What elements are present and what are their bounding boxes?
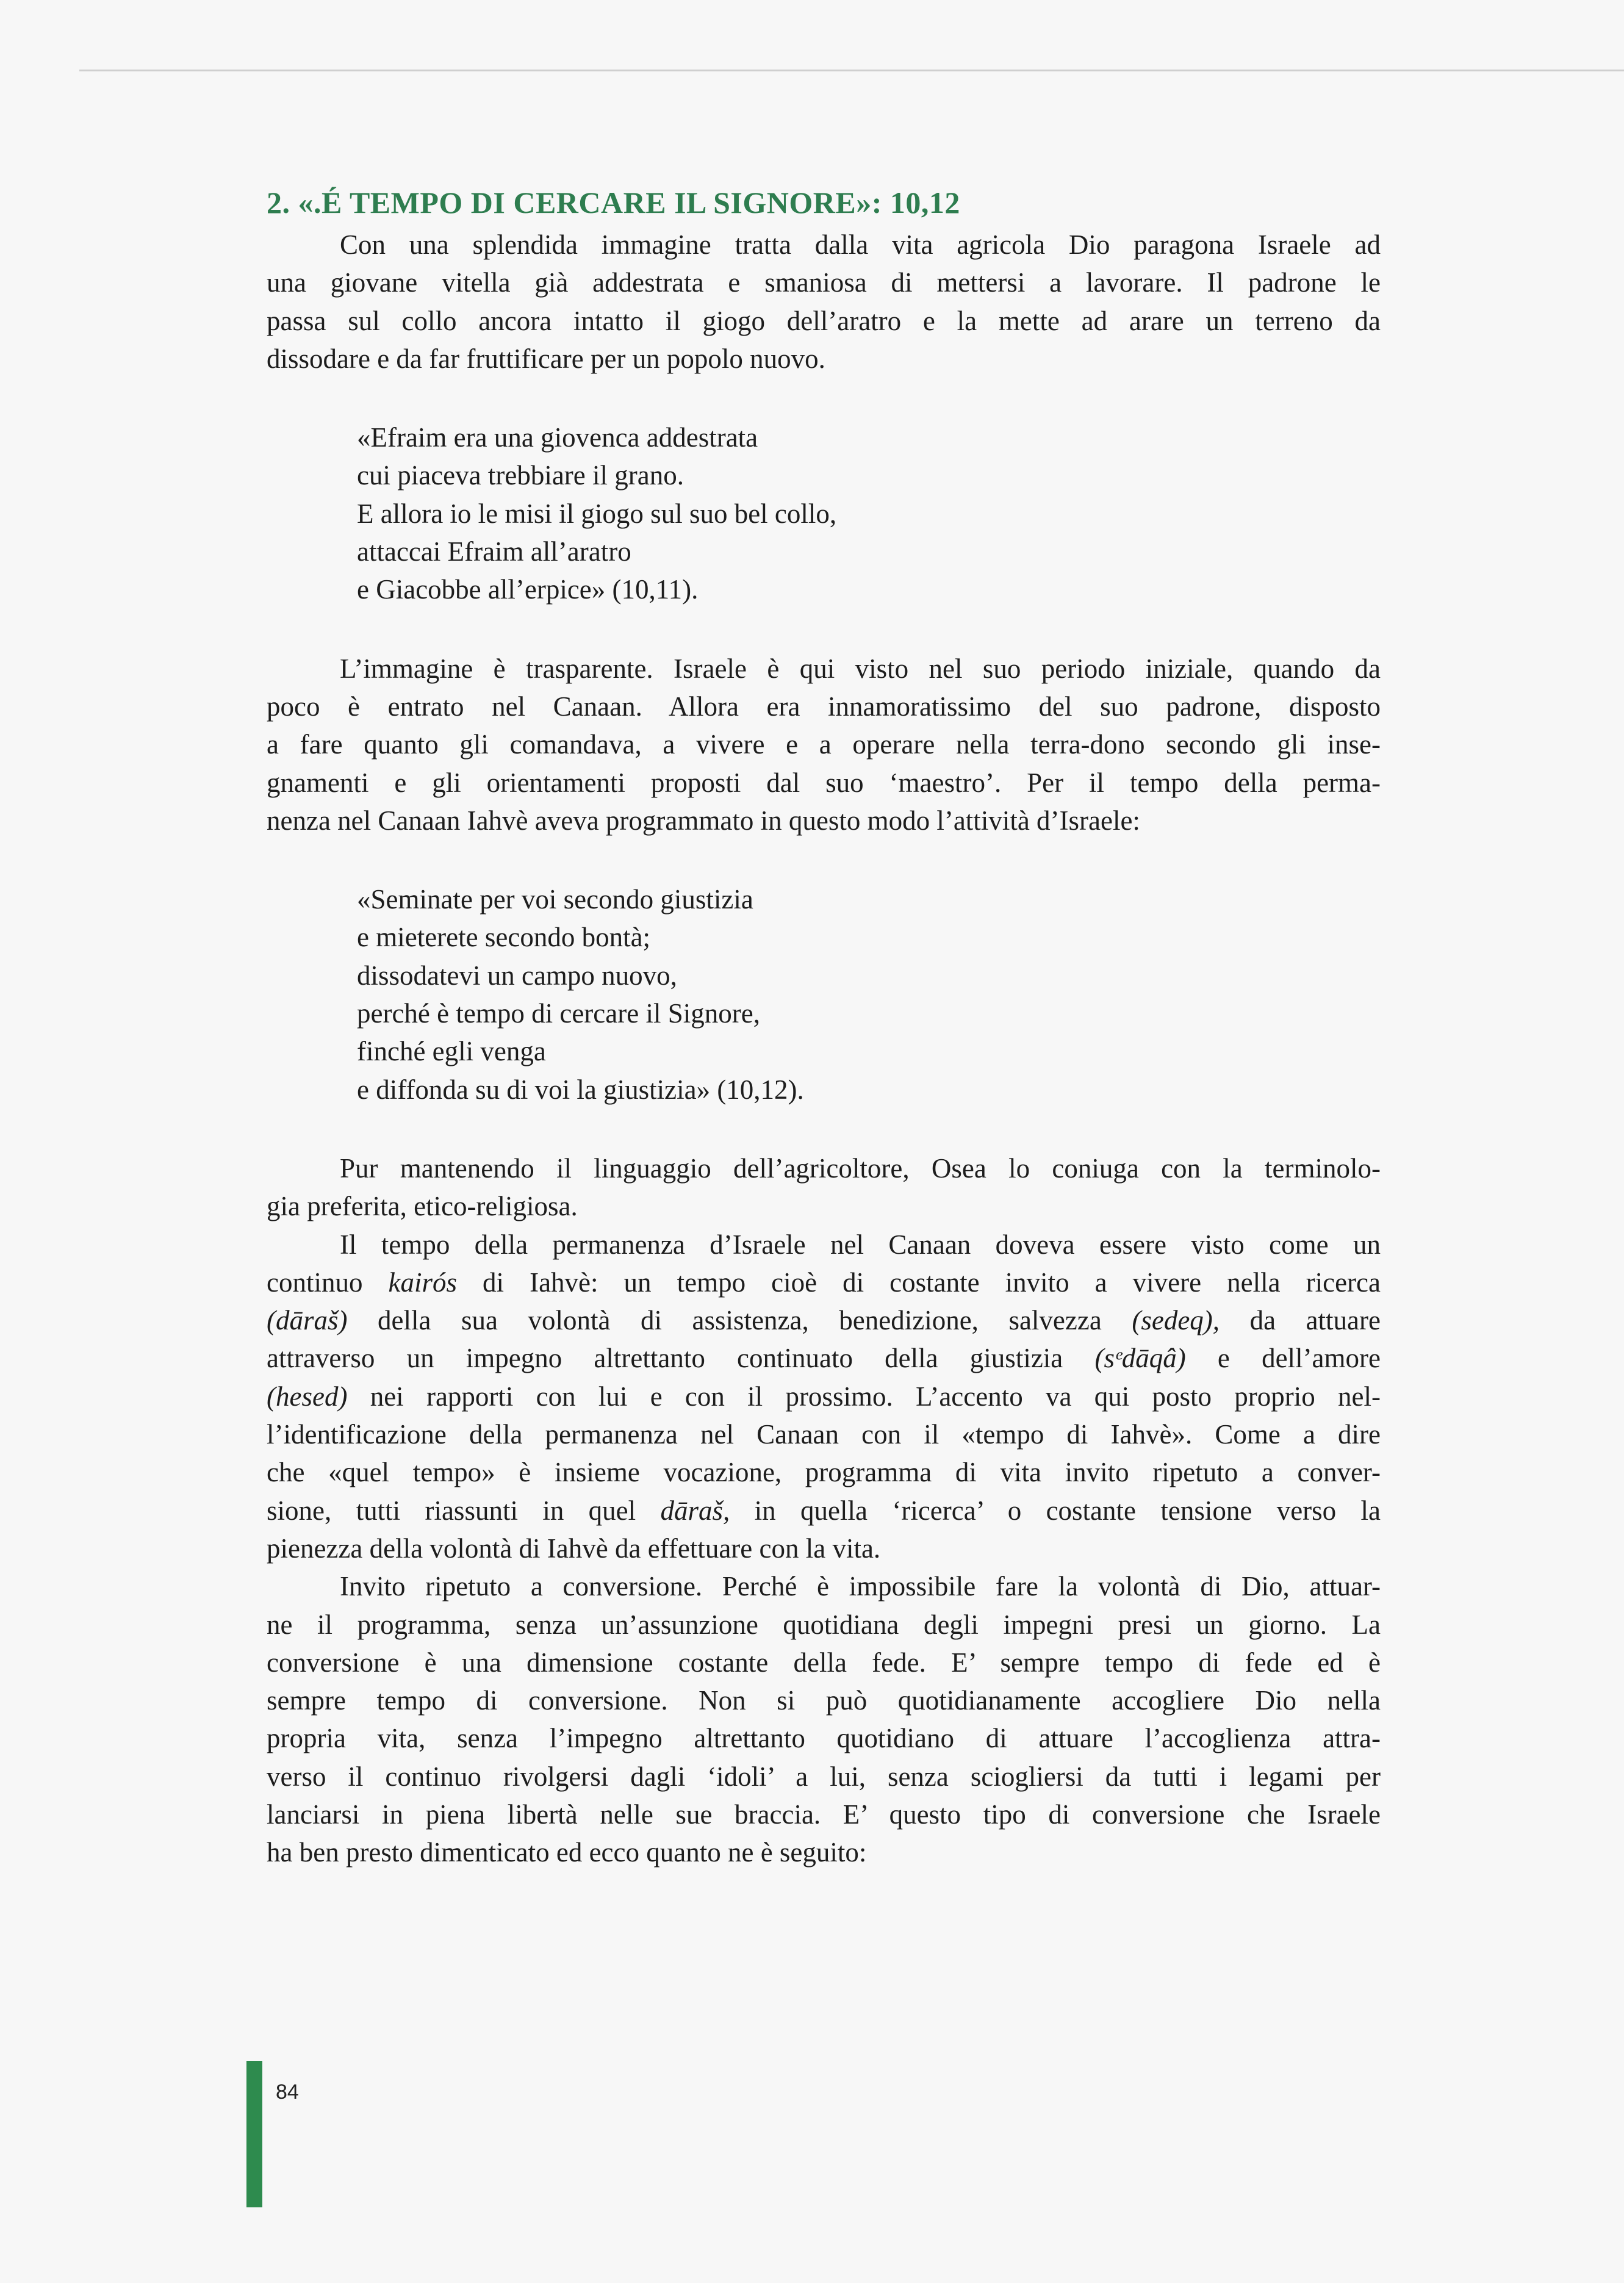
paragraph [267,1226,1381,1568]
text-run: passa sul collo ancora intatto il giogo dell’aratro e la mette ad arare un terreno da [267,305,1381,336]
text-run: attaccai Efraim all’aratro [357,536,631,567]
text-line [357,533,1381,570]
text-line [267,1339,1381,1377]
text-run: Invito ripetuto a conversione. Perché è impossibile fare la volontà di Dio, attuar- [340,1571,1381,1602]
text-run: pienezza della volontà di Iahvè da effettuare con la vita. [267,1533,881,1564]
text-line [267,1719,1381,1757]
text-line [357,456,1381,494]
text-run: attraverso un impegno altrettanto continuato della giustizia [267,1343,1095,1374]
text-line [267,1378,1381,1415]
text-run: nenza nel Canaan Iahvè aveva programmato in questo modo l’attività d’Israele: [267,805,1140,836]
text-run: che «quel tempo» è insieme vocazione, programma di vita invito ripetuto a conver- [267,1457,1381,1488]
text-run: in quella ‘ricerca’ o costante tensione verso la [730,1495,1381,1526]
text-run: a fare quanto gli comandava, a vivere e a operare nella terra-dono secondo gli inse- [267,729,1381,760]
text-line [267,764,1381,802]
text-run: e Giacobbe all’erpice» (10,11). [357,574,699,605]
text-run: ha ben presto dimenticato ed ecco quanto ne è seguito: [267,1837,867,1868]
text-run: «Seminate per voi secondo giustizia [357,884,753,915]
italic-term: (hesed) [267,1381,348,1412]
text-line [267,1606,1381,1644]
page-top-rule [79,70,1624,71]
text-run: cui piaceva trebbiare il grano. [357,460,684,491]
text-line [267,1492,1381,1530]
page-number: 84 [276,2080,299,2104]
text-run: propria vita, senza l’impegno altrettanto quotidiano di attuare l’accoglienza attra- [267,1723,1381,1754]
text-line [267,688,1381,725]
text-run: sione, tutti riassunti in quel [267,1495,661,1526]
text-line [267,1567,1381,1605]
italic-term: (dāraš) [267,1305,348,1336]
text-run: continuo [267,1267,389,1298]
text-line [267,725,1381,763]
text-run: ne il programma, senza un’assunzione quotidiana degli impegni presi un giorno. La [267,1609,1381,1640]
text-run: gia preferita, etico-religiosa. [267,1191,578,1222]
quotation-block [267,419,1381,608]
text-run: da attuare [1220,1305,1381,1336]
text-run: una giovane vitella già addestrata e smaniosa di mettersi a lavorare. Il padrone le [267,267,1381,298]
text-line [267,302,1381,340]
text-run: e diffonda su di voi la giustizia» (10,12). [357,1074,804,1105]
italic-term: (sᵉdāqâ) [1094,1343,1186,1374]
paragraph [267,1149,1381,1226]
text-run: finché egli venga [357,1036,546,1067]
text-line [267,340,1381,378]
text-line [267,1530,1381,1567]
text-run: perché è tempo di cercare il Signore, [357,998,760,1029]
text-blocks [267,226,1381,1872]
text-line [267,1758,1381,1796]
paragraph [267,1567,1381,1871]
text-line [267,1415,1381,1453]
text-line [267,264,1381,301]
text-run: dissodare e da far fruttificare per un popolo nuovo. [267,343,825,374]
page-number-bar [246,2061,262,2207]
text-line [267,650,1381,688]
paragraph [267,226,1381,378]
text-run: poco è entrato nel Canaan. Allora era innamoratissimo del suo padrone, disposto [267,691,1381,722]
text-run: e dell’amore [1185,1343,1381,1374]
text-line [357,994,1381,1032]
text-run: conversione è una dimensione costante della fede. E’ sempre tempo di fede ed è [267,1647,1381,1678]
text-run: Pur mantenendo il linguaggio dell’agricoltore, Osea lo coniuga con la terminolo- [340,1152,1381,1184]
text-line [357,1032,1381,1070]
text-run: sempre tempo di conversione. Non si può quotidianamente accogliere Dio nella [267,1685,1381,1716]
text-run: «Efraim era una giovenca addestrata [357,422,758,453]
section-heading: 2. «.É TEMPO DI CERCARE IL SIGNORE»: 10,12 [267,185,960,220]
italic-term: kairós [388,1267,458,1298]
text-run: Il tempo della permanenza d’Israele nel Canaan doveva essere visto come un [340,1229,1381,1260]
text-line [357,880,1381,918]
text-line [357,957,1381,994]
text-line [267,1833,1381,1871]
text-run: l’identificazione della permanenza nel Canaan con il «tempo di Iahvè». Come a dire [267,1419,1381,1450]
text-line [357,495,1381,533]
text-run: dissodatevi un campo nuovo, [357,960,677,991]
page-body [267,183,1381,1872]
text-line [267,1681,1381,1719]
text-run: verso il continuo rivolgersi dagli ‘idoli’ a lui, senza sciogliersi da tutti i legami per [267,1761,1381,1792]
text-run: lanciarsi in piena libertà nelle sue braccia. E’ questo tipo di conversione che Israele [267,1799,1381,1830]
text-line [267,1796,1381,1833]
text-line [267,1644,1381,1681]
text-run: L’immagine è trasparente. Israele è qui visto nel suo periodo iniziale, quando da [340,653,1381,684]
text-line [357,918,1381,956]
text-run: della sua volontà di assistenza, benedizione, salvezza [347,1305,1132,1336]
text-line [267,1264,1381,1301]
text-run: di Iahvè: un tempo cioè di costante invito a vivere nella ricerca [457,1267,1381,1298]
text-run: e mieterete secondo bontà; [357,922,651,953]
text-line [267,1226,1381,1264]
text-line [267,802,1381,839]
text-line [267,226,1381,264]
text-line [267,1149,1381,1187]
text-line [267,1301,1381,1339]
paragraph [267,650,1381,839]
quotation-block [267,880,1381,1109]
italic-term: (sedeq), [1132,1305,1220,1336]
text-line [357,570,1381,608]
italic-term: dāraš, [660,1495,730,1526]
text-line [267,1187,1381,1225]
text-line [267,1453,1381,1491]
text-line [357,419,1381,456]
text-run: E allora io le misi il giogo sul suo bel collo, [357,498,837,529]
text-run: gnamenti e gli orientamenti proposti dal suo ‘maestro’. Per il tempo della perma- [267,767,1381,798]
text-run: nei rapporti con lui e con il prossimo. L’accento va qui posto proprio nel- [347,1381,1381,1412]
text-line [357,1071,1381,1109]
text-run: Con una splendida immagine tratta dalla vita agricola Dio paragona Israele ad [340,229,1381,260]
